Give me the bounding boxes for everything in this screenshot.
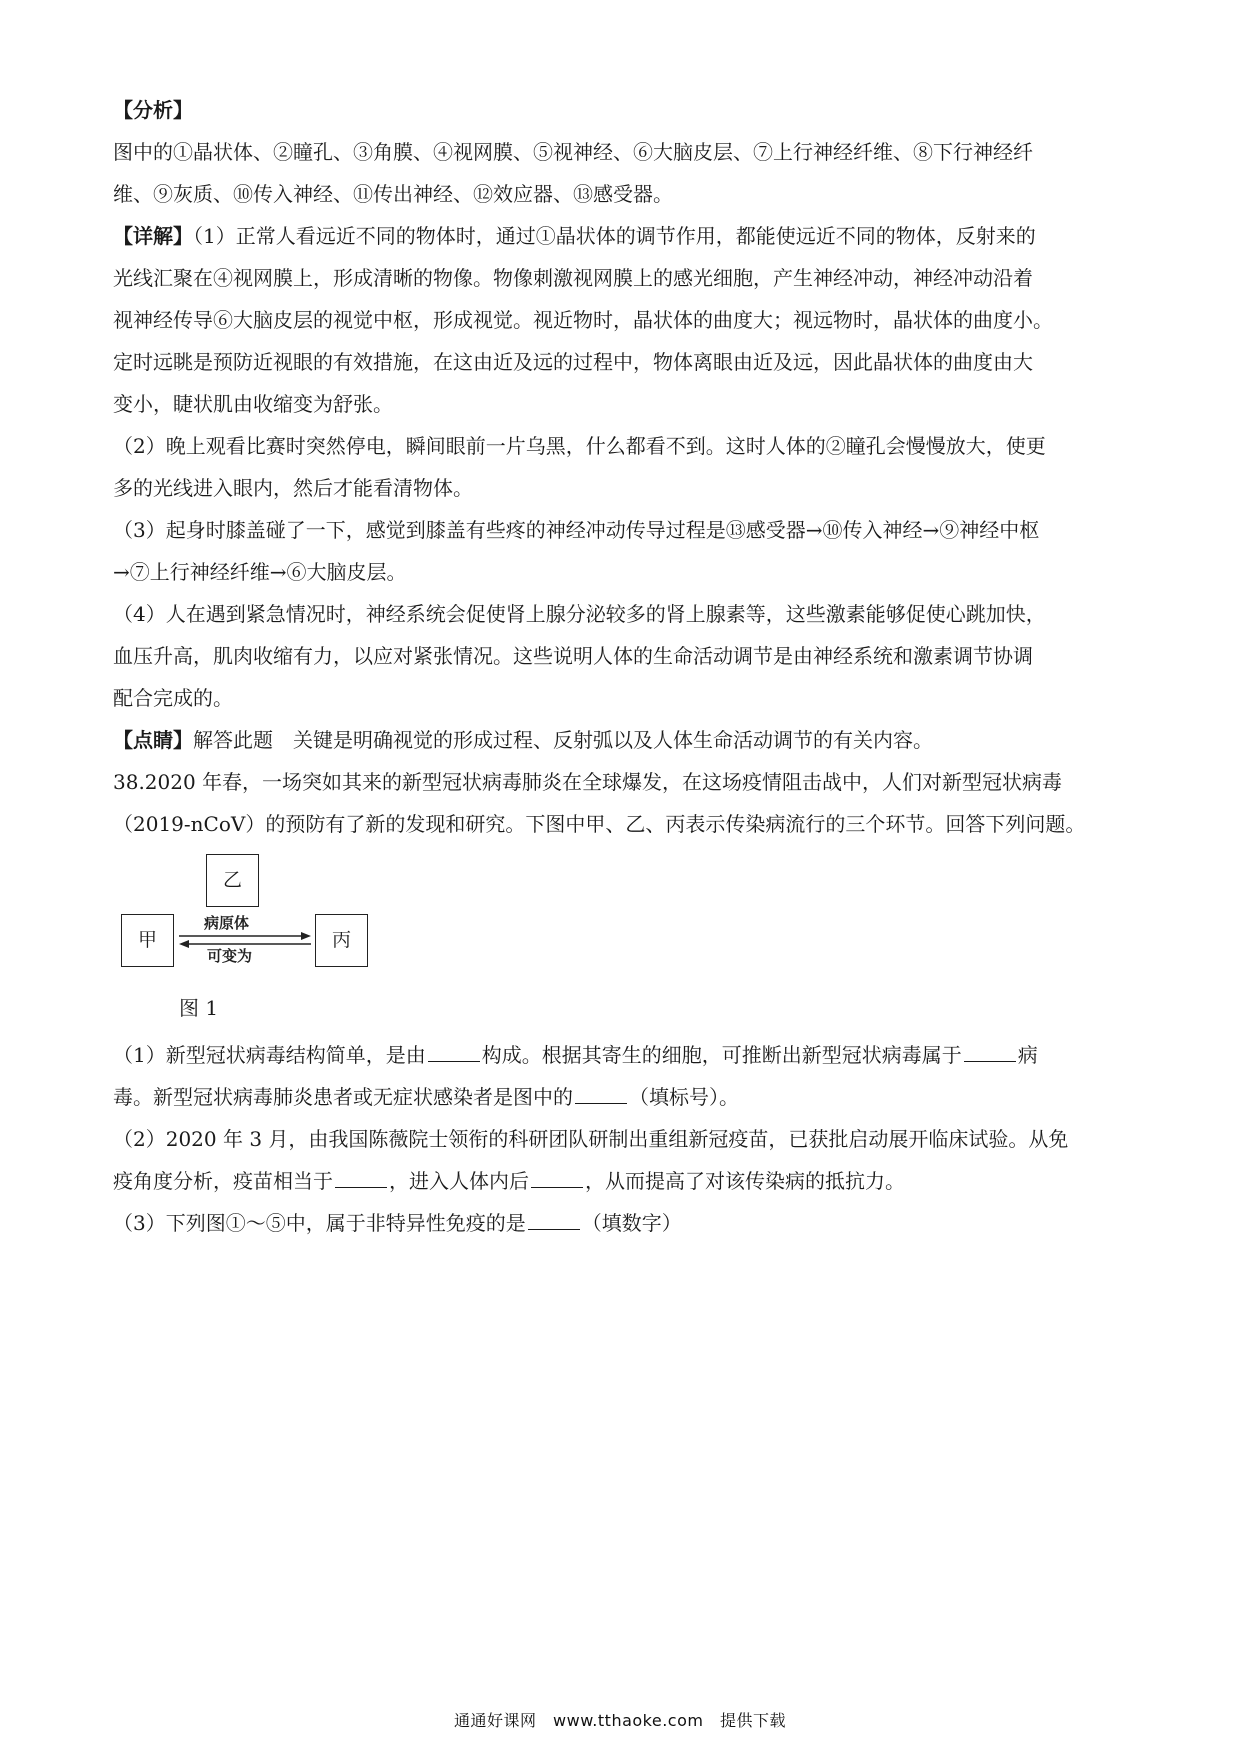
- answer-blank[interactable]: [528, 1211, 580, 1230]
- document-body: [113, 98, 1133, 1253]
- detail-line: →⑦上行神经纤维→⑥大脑皮层。: [113, 560, 407, 584]
- analysis-line: 维、⑨灰质、⑩传入神经、⑪传出神经、⑫效应器、⑬感受器。: [113, 182, 673, 206]
- question-line: （1）新型冠状病毒结构简单，是由 构成。根据其寄生的细胞，可推断出新型冠状病毒属于 病: [113, 1043, 1038, 1067]
- answer-blank[interactable]: [531, 1169, 583, 1188]
- arrow-label-bottom: 可变为: [207, 947, 253, 965]
- detail-line: 配合完成的。: [113, 686, 233, 710]
- detail-line: 光线汇聚在④视网膜上，形成清晰的物像。物像刺激视网膜上的感光细胞，产生神经冲动，神经冲动沿着: [113, 266, 1033, 290]
- detail-line: （4）人在遇到紧急情况时，神经系统会促使肾上腺分泌较多的肾上腺素等，这些激素能够促使心跳加快，: [113, 602, 1046, 626]
- box-jia: 甲: [121, 914, 174, 967]
- sub-question-2: [113, 1127, 1133, 1194]
- question-38: [113, 770, 1133, 837]
- box-bing: 丙: [315, 914, 368, 967]
- detail-paragraph-4: [113, 602, 1133, 711]
- answer-blank[interactable]: [964, 1043, 1016, 1062]
- detail-paragraph-3: [113, 518, 1133, 585]
- detail-paragraph-1: [113, 224, 1133, 417]
- detail-line: 【详解】（1）正常人看远近不同的物体时，通过①晶状体的调节作用，都能使远近不同的物体，反射来的: [113, 224, 1036, 248]
- detail-line: （2）晚上观看比赛时突然停电，瞬间眼前一片乌黑，什么都看不到。这时人体的②瞳孔会慢慢放大，使更: [113, 434, 1046, 458]
- answer-blank[interactable]: [428, 1043, 480, 1062]
- analysis-heading: 【分析】: [113, 98, 193, 122]
- detail-line: 定时远眺是预防近视眼的有效措施，在这由近及远的过程中，物体离眼由近及远，因此晶状体的曲度由大: [113, 350, 1033, 374]
- page-footer: 通通好课网 www.tthaoke.com 提供下载: [454, 1711, 786, 1730]
- question-line: （2019-nCoV）的预防有了新的发现和研究。下图中甲、乙、丙表示传染病流行的三个环节。回答下列问题。: [113, 812, 1086, 836]
- question-line: 疫角度分析，疫苗相当于 ，进入人体内后 ，从而提高了对该传染病的抵抗力。: [113, 1169, 905, 1193]
- detail-line: 多的光线进入眼内，然后才能看清物体。: [113, 476, 473, 500]
- question-line: 毒。新型冠状病毒肺炎患者或无症状感染者是图中的 （填标号）。: [113, 1085, 739, 1109]
- transmission-diagram: [121, 854, 381, 984]
- answer-blank[interactable]: [575, 1085, 627, 1104]
- sub-question-3: （3）下列图①～⑤中，属于非特异性免疫的是 （填数字）: [113, 1211, 682, 1235]
- detail-heading: 【详解】: [113, 224, 193, 248]
- figure-caption: 图 1: [179, 996, 219, 1020]
- question-line: 38.2020 年春，一场突如其来的新型冠状病毒肺炎在全球爆发，在这场疫情阻击战中，人们对新型冠状病毒: [113, 770, 1063, 794]
- comment-heading: 【点睛】: [113, 728, 193, 752]
- arrow-label-top: 病原体: [204, 914, 250, 932]
- detail-line: 血压升高，肌肉收缩有力，以应对紧张情况。这些说明人体的生命活动调节是由神经系统和激素调节协调: [113, 644, 1033, 668]
- analysis-line: 图中的①晶状体、②瞳孔、③角膜、④视网膜、⑤视神经、⑥大脑皮层、⑦上行神经纤维、⑧下行神经纤: [113, 140, 1033, 164]
- analysis-paragraph: [113, 140, 1133, 207]
- question-line: （2）2020 年 3 月，由我国陈薇院士领衔的科研团队研制出重组新冠疫苗，已获批启动展开临床试验。从免: [113, 1127, 1069, 1151]
- double-arrow-icon: [177, 930, 313, 950]
- detail-paragraph-2: [113, 434, 1133, 501]
- box-yi: 乙: [206, 854, 259, 907]
- detail-line: 视神经传导⑥大脑皮层的视觉中枢，形成视觉。视近物时，晶状体的曲度大；视远物时，晶状体的曲度小。: [113, 308, 1053, 332]
- comment-line: 【点睛】解答此题 关键是明确视觉的形成过程、反射弧以及人体生命活动调节的有关内容。: [113, 728, 933, 752]
- sub-question-1: [113, 1043, 1133, 1110]
- answer-blank[interactable]: [335, 1169, 387, 1188]
- detail-line: 变小，睫状肌由收缩变为舒张。: [113, 392, 393, 416]
- detail-line: （3）起身时膝盖碰了一下，感觉到膝盖有些疼的神经冲动传导过程是⑬感受器→⑩传入神经→⑨神经中枢: [113, 518, 1040, 542]
